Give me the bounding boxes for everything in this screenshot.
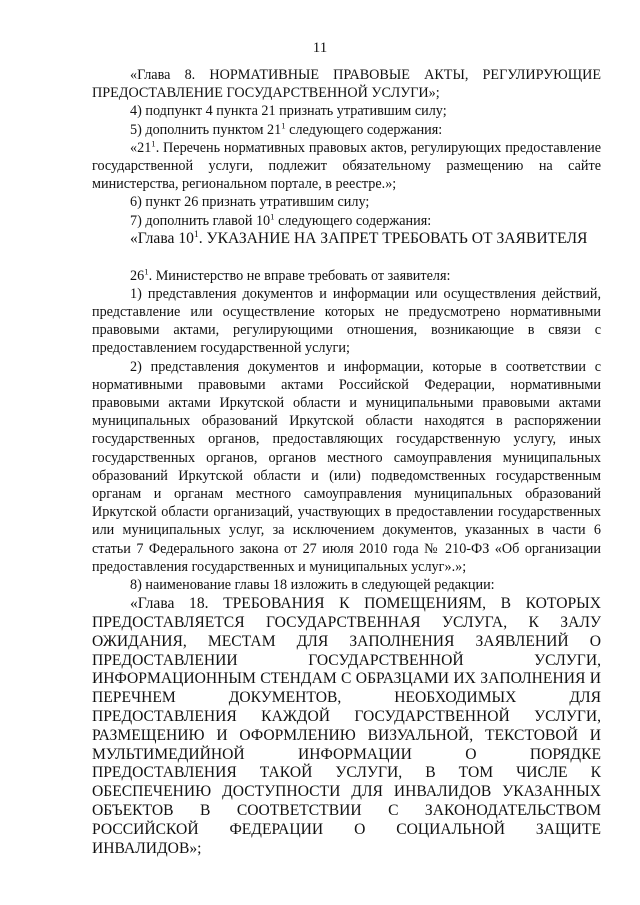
chapter-8-title-paragraph: «Глава 8. НОРМАТИВНЫЕ ПРАВОВЫЕ АКТЫ, РЕГУЛИРУЮЩИЕ ПРЕДОСТАВЛЕНИЕ ГОСУДАРСТВЕННОЙ УСЛУГИ»; (92, 67, 601, 102)
amendment-item-8: 8) наименование главы 18 изложить в следующей редакции: (130, 577, 495, 594)
chapter-10-1-title: «Глава $10^1$. УКАЗАНИЕ НА ЗАПРЕТ ТРЕБОВАТЬ ОТ ЗАЯВИТЕЛЯ (130, 228, 588, 247)
chapter-18-title-paragraph: «Глава 18. ТРЕБОВАНИЯ К ПОМЕЩЕНИЯМ, В КОТОРЫХ ПРЕДОСТАВЛЯЕТСЯ ГОСУДАРСТВЕННАЯ УСЛУГА, К ЗАЛУ ОЖИДАНИЯ, МЕСТАМ ДЛЯ ЗАПОЛНЕНИЯ ЗАЯВЛЕНИЙ О ПРЕДОСТАВЛЕНИИ ГОСУДАРСТВЕННОЙ УСЛУГИ, ИНФОРМАЦИОННЫМ СТЕНДАМ С ОБРАЗЦАМИ ИХ ЗАПОЛНЕНИЯ И ПЕРЕЧНЕМ ДОКУМЕНТОВ, НЕОБХОДИМЫХ ДЛЯ ПРЕДОСТАВЛЕНИЯ КАЖДОЙ ГОСУДАРСТВЕННОЙ УСЛУГИ, РАЗМЕЩЕНИЮ И ОФОРМЛЕНИЮ ВИЗУАЛЬНОЙ, ТЕКСТОВОЙ И МУЛЬТИМЕДИЙНОЙ ИНФОРМАЦИИ О ПОРЯДКЕ ПРЕДОСТАВЛЕНИЯ ТАКОЙ УСЛУГИ, В ТОМ ЧИСЛЕ К ОБЕСПЕЧЕНИЮ ДОСТУПНОСТИ ДЛЯ ИНВАЛИДОВ УКАЗАННЫХ ОБЪЕКТОВ В СООТВЕТСТВИИ С ЗАКОНОДАТЕЛЬСТВОМ РОССИЙСКОЙ ФЕДЕРАЦИИ О СОЦИАЛЬНОЙ ЗАЩИТЕ ИНВАЛИДОВ»; (92, 595, 601, 857)
clause-26-1-paragraph: $26^1$. Министерство не вправе требовать от заявителя: (130, 265, 451, 284)
amendment-item-6: 6) пункт 26 признать утратившим силу; (130, 194, 370, 211)
subclause-1-paragraph: 1) представления документов и информации или осуществления действий, представление или осуществление которых не предусмотрено нормативными правовыми актами, регулирующими отношения, возникающие в связи с предоставлением государственной услуги; (92, 285, 601, 357)
page-number: 11 (312, 40, 328, 56)
subclause-2-paragraph: 2) представления документов и информации, которые в соответствии с нормативными правовыми актами Российской Федерации, нормативными правовыми актами Иркутской области и муниципальными правовыми актами муниципальных образований Иркутской области находятся в распоряжении государственных органов, предоставляющих государственную услугу, иных государственных органов, органов местного самоуправления муниципальных образований Иркутской области и (или) подведомственных государственным органам и органам местного самоуправления муниципальных образований Иркутской области организаций, участвующих в предоставлении государственных или муниципальных услуг, за исключением документов, указанных в части 6 статьи 7 Федерального закона от 27 июля 2010 года № 210-ФЗ «Об организации предоставления государственных и муниципальных услуг».»; (92, 358, 601, 575)
document-body (92, 66, 601, 858)
amendment-item-7: 7) дополнить главой $10^1$ следующего содержания: (130, 210, 432, 229)
amendment-item-5: 5) дополнить пунктом $21^1$ следующего содержания: (130, 119, 443, 138)
amendment-item-4: 4) подпункт 4 пункта 21 признать утратившим силу; (130, 103, 447, 120)
clause-21-1-paragraph: «$21^1$. Перечень нормативных правовых актов, регулирующих предоставление государственной услуги, подлежит обязательному размещению на сайте министерства, региональном портале, в реестре.»; (92, 138, 601, 193)
